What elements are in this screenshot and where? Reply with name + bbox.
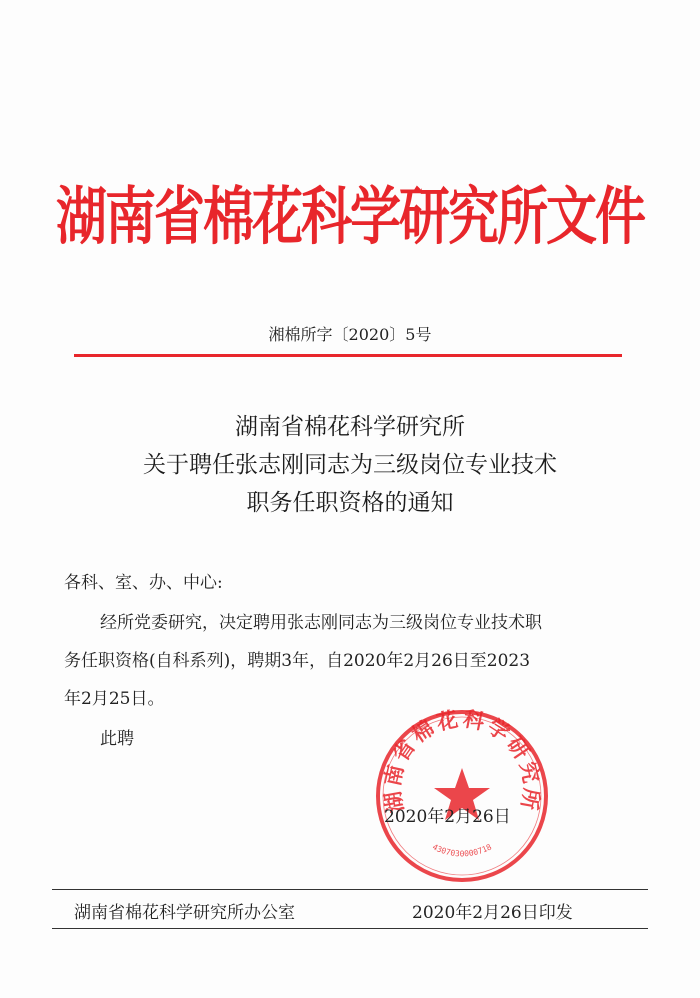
masthead-title: 湖南省棉花科学研究所文件 (55, 181, 644, 254)
footer-bottom-line (52, 928, 648, 929)
body-line-1: 经所党委研究，决定聘用张志刚同志为三级岗位专业技术职 (100, 613, 542, 633)
footer-issuer: 湖南省棉花科学研究所办公室 (74, 903, 295, 923)
official-seal-icon (372, 706, 552, 886)
seal-code: 4307030000718 (430, 842, 494, 859)
title-line-1: 湖南省棉花科学研究所 (235, 414, 465, 440)
footer-top-line (52, 889, 648, 890)
signature-date: 2020年2月26日 (384, 807, 511, 827)
title-line-3: 职务任职资格的通知 (246, 490, 454, 516)
body-paragraph (64, 604, 634, 718)
body-line-2: 务任职资格(自科系列)，聘期3年，自2020年2月26日至2023 (64, 651, 531, 671)
svg-text:4307030000718 (431, 842, 493, 858)
seal-text: 湖南省棉花科学研究所 (380, 706, 544, 815)
title-line-2: 关于聘任张志刚同志为三级岗位专业技术 (143, 452, 557, 478)
footer-issue-date: 2020年2月26日印发 (412, 903, 573, 923)
body-line-3: 年2月25日。 (64, 689, 165, 709)
addressee: 各科、室、办、中心: (64, 573, 223, 593)
notice-title (0, 408, 700, 522)
document-number: 湘棉所字〔2020〕5号 (268, 325, 432, 344)
closing-text: 此聘 (100, 729, 134, 749)
red-divider-line (74, 354, 622, 357)
